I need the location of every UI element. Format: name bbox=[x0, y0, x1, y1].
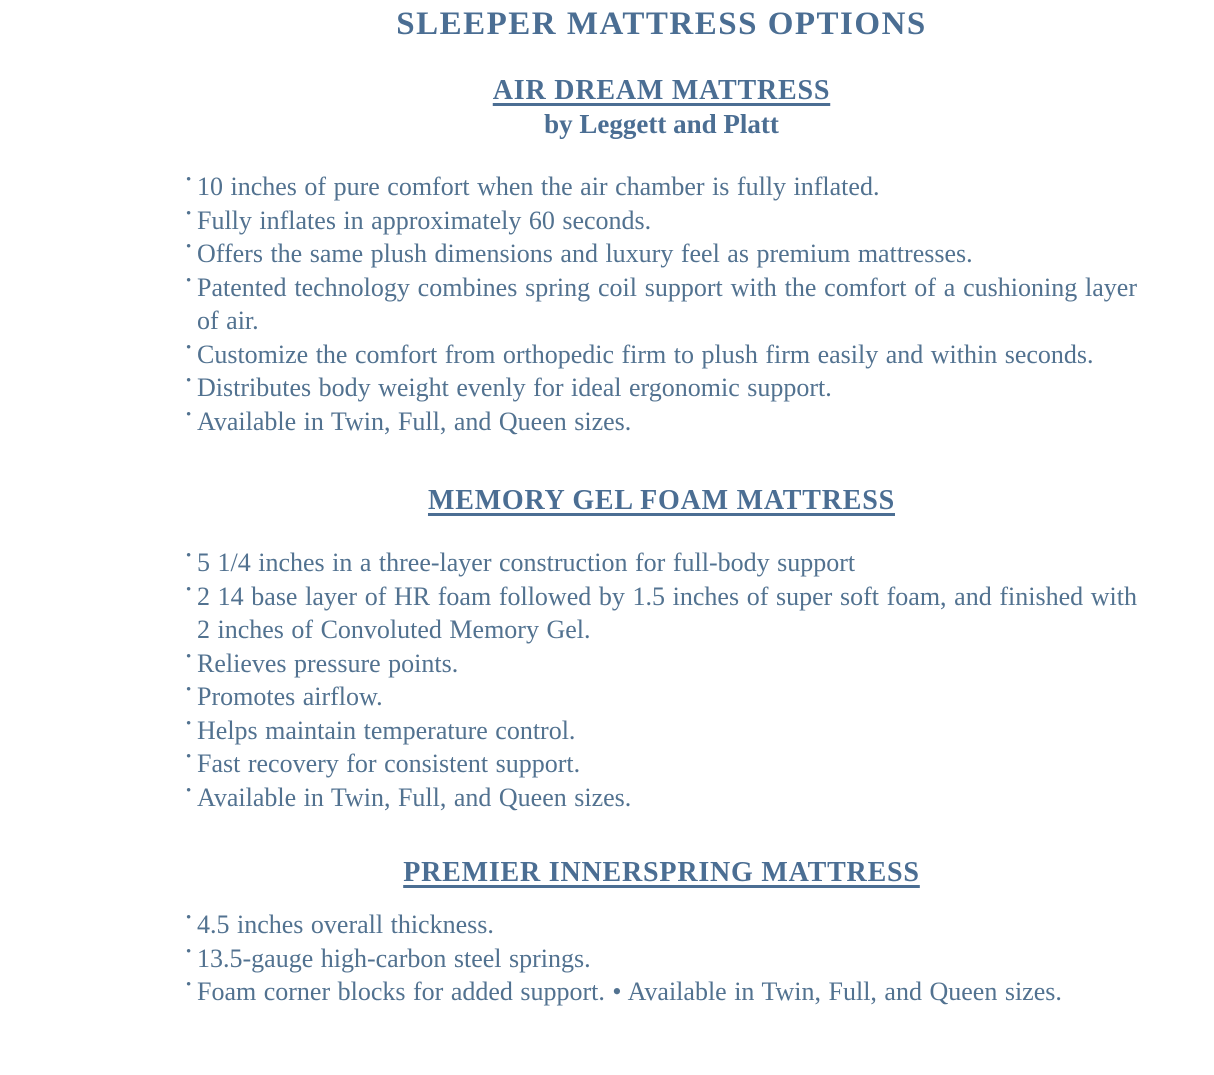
section-air-dream-mattress bbox=[186, 74, 1137, 438]
bullet-item: • Fully inflates in approximately 60 seconds. bbox=[186, 204, 1137, 238]
bullet-list-air-dream bbox=[186, 170, 1137, 438]
bullet-item: • 2 14 base layer of HR foam followed by 1.5 inches of super soft foam, and finished with 2 inches of Convoluted Memory Gel. bbox=[186, 580, 1137, 647]
bullet-item: • Relieves pressure points. bbox=[186, 647, 1137, 681]
section-memory-gel-foam-mattress bbox=[186, 484, 1137, 814]
bullet-item: • Available in Twin, Full, and Queen sizes. bbox=[186, 781, 1137, 815]
section-heading-air-dream: AIR DREAM MATTRESS bbox=[492, 75, 831, 106]
bullet-item: • 5 1/4 inches in a three-layer construction for full-body support bbox=[186, 546, 1137, 580]
bullet-item: • Available in Twin, Full, and Queen sizes. bbox=[186, 405, 1137, 439]
bullet-item: • 13.5-gauge high-carbon steel springs. bbox=[186, 942, 1137, 976]
bullet-item: • 10 inches of pure comfort when the air chamber is fully inflated. bbox=[186, 170, 1137, 204]
bullet-item: • Customize the comfort from orthopedic firm to plush firm easily and within seconds. bbox=[186, 338, 1137, 372]
bullet-item: • Fast recovery for consistent support. bbox=[186, 747, 1137, 781]
bullet-item: • Distributes body weight evenly for ideal ergonomic support. bbox=[186, 371, 1137, 405]
bullet-item: • Offers the same plush dimensions and luxury feel as premium mattresses. bbox=[186, 237, 1137, 271]
bullet-item: • 4.5 inches overall thickness. bbox=[186, 908, 1137, 942]
bullet-item: • Patented technology combines spring coil support with the comfort of a cushioning layer of air. bbox=[186, 271, 1137, 338]
bullet-item: • Helps maintain temperature control. bbox=[186, 714, 1137, 748]
section-heading-memory-gel: MEMORY GEL FOAM MATTRESS bbox=[427, 485, 895, 516]
bullet-item: • Promotes airflow. bbox=[186, 680, 1137, 714]
section-heading-premier-innerspring: PREMIER INNERSPRING MATTRESS bbox=[403, 857, 920, 888]
section-subheading-air-dream: by Leggett and Platt bbox=[544, 109, 779, 139]
page-title: SLEEPER MATTRESS OPTIONS bbox=[396, 6, 927, 42]
section-premier-innerspring-mattress bbox=[186, 856, 1137, 1009]
bullet-list-memory-gel bbox=[186, 546, 1137, 814]
bullet-list-premier-innerspring bbox=[186, 908, 1137, 1009]
bullet-item: • Foam corner blocks for added support. • Available in Twin, Full, and Queen sizes. bbox=[186, 975, 1137, 1009]
